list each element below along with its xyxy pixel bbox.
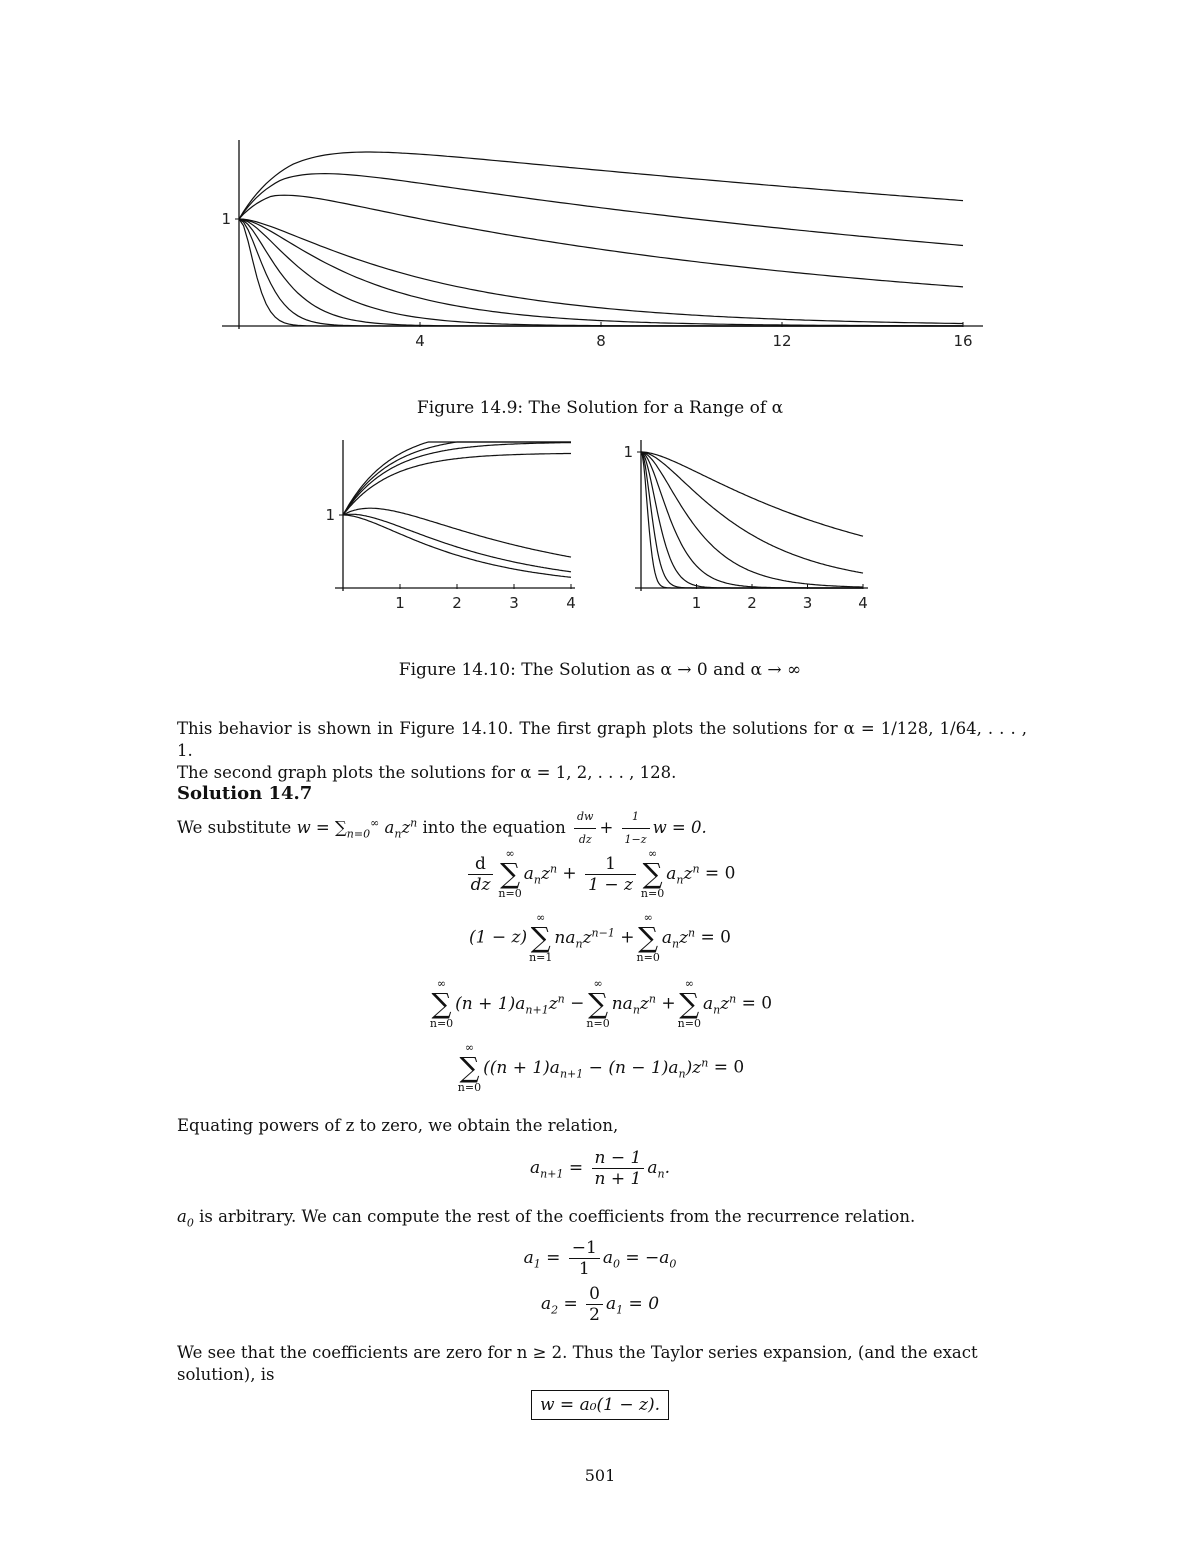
- solution-curve: [239, 174, 963, 246]
- solution-curve: [641, 452, 863, 573]
- coefficient-a1: $a_1$ = $\frac{-1}{1}$ $a_0 = -a_0$: [523, 1238, 677, 1279]
- x-tick-label: 12: [772, 332, 792, 350]
- final-answer: w = a₀(1 − z).: [531, 1390, 669, 1420]
- ode-expression: $\frac{dw}{dz}$ + $\frac{1}{1-z}$ w = 0.: [571, 818, 707, 837]
- figure-14-10-right-plot: [623, 440, 868, 612]
- series-expression: $w = \sum_{n=0}^\infty$ $a_nz^n$: [296, 816, 418, 841]
- substitute-prefix: We substitute: [177, 818, 292, 837]
- figure-14-9-plot: [221, 140, 983, 350]
- x-tick-label: 16: [953, 332, 973, 350]
- arbitrary-text: is arbitrary. We can compute the rest of the coefficients from the recurrence relation.: [199, 1207, 916, 1226]
- page-number: 501: [584, 1466, 616, 1485]
- equation-4: ∞ ∑ n=0 $((n + 1)a_{n+1} - (n - 1)a_n)z^n = 0$: [457, 1041, 745, 1094]
- x-tick-label: 3: [802, 594, 813, 612]
- x-tick-label: 4: [858, 594, 868, 612]
- behavior-line-2: The second graph plots the solutions for α = 1, 2, . . . , 128.: [177, 763, 677, 782]
- conclusion-paragraph: [177, 1342, 1027, 1386]
- figure-14-10: [0, 430, 1200, 630]
- x-tick-label: 4: [566, 594, 576, 612]
- solution-curve: [343, 514, 571, 572]
- equating-text: Equating powers of z to zero, we obtain the relation,: [177, 1116, 619, 1135]
- solution-curve: [239, 152, 963, 219]
- behavior-line-1: This behavior is shown in Figure 14.10. The first graph plots the solutions for α = 1/128, 1/64, . . . , 1.: [177, 719, 1027, 760]
- figure-14-9: [0, 0, 1200, 380]
- recurrence-relation: $a_{n+1}$ = $\frac{n - 1}{n + 1}$ $a_n$.: [530, 1148, 670, 1189]
- conclusion-line-2: solution), is: [177, 1365, 275, 1384]
- solution-heading: Solution 14.7: [177, 783, 313, 804]
- x-tick-label: 3: [509, 594, 519, 612]
- x-tick-label: 4: [415, 332, 425, 350]
- x-tick-label: 1: [395, 594, 405, 612]
- x-tick-label: 1: [691, 594, 702, 612]
- y-tick-label: 1: [221, 210, 231, 228]
- solution-curve: [343, 508, 571, 557]
- arbitrary-line: $a_0$ is arbitrary. We can compute the rest of the coefficients from the recurrence relation.: [177, 1207, 916, 1230]
- figure-14-10-caption: Figure 14.10: The Solution as α → 0 and α → ∞: [398, 660, 802, 680]
- coefficient-a2: $a_2$ = $\frac{0}{2}$ $a_1 = 0$: [540, 1284, 660, 1325]
- y-tick-label: 1: [325, 506, 335, 524]
- solution-curve: [239, 219, 963, 324]
- solution-curve: [343, 442, 571, 515]
- behavior-paragraph: [177, 718, 1027, 784]
- x-tick-label: 2: [452, 594, 462, 612]
- x-tick-label: 2: [747, 594, 757, 612]
- equation-3: ∞ ∑ n=0 $(n + 1)a_{n+1}z^n$ − ∞ ∑ n=0 $na_nz^n$ + ∞ ∑ n=0 $a_nz^n = 0$: [429, 977, 773, 1030]
- conclusion-line-1: We see that the coefficients are zero for n ≥ 2. Thus the Taylor series expansion, (and the exact: [177, 1343, 978, 1362]
- substitute-middle: into the equation: [422, 818, 566, 837]
- solution-curve: [343, 442, 571, 515]
- final-answer-wrapper: [0, 1390, 1200, 1420]
- equation-1: $\frac{d}{dz}$ ∞ ∑ n=0 $a_nz^n$ + $\frac{1}{1 - z}$ ∞ ∑ n=0 $a_nz^n = 0$: [0, 848, 1200, 900]
- substitute-line: [177, 806, 1027, 851]
- figure-14-9-caption: Figure 14.9: The Solution for a Range of α: [416, 398, 784, 418]
- x-tick-label: 8: [596, 332, 606, 350]
- solution-curve: [343, 454, 571, 516]
- y-tick-label: 1: [623, 443, 633, 461]
- solution-curve: [343, 515, 571, 577]
- figure-14-10-left-plot: [325, 440, 575, 612]
- equation-2: (1 − z) ∞ ∑ n=1 $na_nz^{n-1}$ + ∞ ∑ n=0 $a_nz^n = 0$: [468, 911, 731, 964]
